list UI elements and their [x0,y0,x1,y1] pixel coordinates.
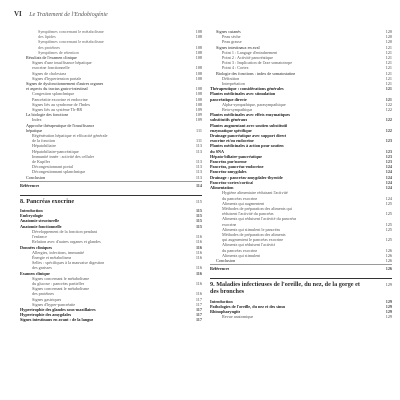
toc-entry-page: 109 [195,107,202,113]
toc-entry-page: 113 [195,164,202,170]
toc-entry-title: Symptômes concernant le métabolisme [38,29,104,34]
toc-entry-title: Approche thérapeutique de l'insuffisance [26,122,95,128]
toc-entry-title: Hypertrophie des glandes sous-maxillaires [20,306,96,312]
toc-entry-page: 117 [195,317,202,323]
toc-entry-title: Signes de dysfonctionnement d'autres organes [26,81,104,87]
toc-entry-title: des protéines [32,291,54,297]
toc-section-entry [210,264,392,271]
page-header [14,10,390,22]
toc-entry-title: Signes liés au syndrome de l'Index [32,101,91,107]
toc-entry-page: 121 [385,70,392,76]
toc-entry-title: 8. Pancréas exocrine [20,197,75,205]
toc-entry-page: 113 [195,174,202,180]
toc-entry-page: 129 [385,282,392,288]
toc-entry-title: Point 2 : Activité pancréatique [222,55,273,61]
toc-subsection-entry [210,314,392,319]
toc-entry-page: 116 [195,239,202,245]
toc-entry-page: 121 [385,49,392,55]
toc-entry-title: Aliments qui stimulent le pancréas [222,226,281,232]
toc-entry-title: Aliments qui augmentent [222,200,265,206]
toc-entry-page: 123 [385,138,392,144]
toc-entry-page: 125 [385,226,392,232]
toc-entry-page: 108 [195,96,202,102]
toc-entry-title: des graisses [32,265,52,271]
toc-entry-title: Définition [222,75,240,81]
toc-entry-title: Allergies, infections, immunité [32,249,85,255]
toc-entry-page: 124 [385,174,392,180]
toc-entry-page: 111 [196,138,202,144]
toc-entry-title: Thérapeutique : considérations générales [210,86,284,92]
toc-entry-title: du pancréas exocrine [222,195,258,201]
toc-entry-title: qui augmentent le pancréas exocrine [222,237,284,243]
toc-entry-page: 121 [385,75,392,81]
toc-entry-title: Références [210,265,230,271]
toc-entry-page: 108 [195,55,202,61]
toc-entry-title: Signes concernant le métabolisme [32,275,90,281]
toc-entry-page: 108 [195,34,202,40]
toc-entry-page: 129 [385,308,392,314]
toc-entry-title: Méthodes de préparation des aliments [222,231,286,237]
toc-entry-page: 121 [385,96,392,102]
toc-entry-page: 109 [195,117,202,123]
toc-left-column [20,29,202,323]
toc-entry-page: 121 [385,86,392,92]
toc-entry-page: 120 [385,39,392,45]
toc-entry-page: 113 [195,143,202,149]
toc-entry-page: 129 [385,298,392,304]
page-number: VI [14,10,22,18]
toc-entry-title: de Kupffer [32,159,51,165]
toc-entry-title: Alpha-sympathique, parasympathique [222,101,286,107]
toc-entry-title: Plantes médicinales avec stimulation [210,91,276,97]
toc-entry-page: 126 [385,265,392,271]
toc-entry-title: Signes liés au système Th-BR [32,107,83,113]
toc-entry-page: 114 [195,182,202,188]
toc-entry-page: 108 [195,65,202,71]
toc-entry-title: Pancréas-amygdales [210,169,247,175]
toc-entry-page: 125 [385,237,392,243]
toc-entry-page: 116 [195,265,202,271]
toc-entry-page: 108 [195,29,202,34]
toc-entry-title: Index [32,117,42,123]
toc-entry-page: 108 [195,49,202,55]
toc-entry-page: 116 [195,280,202,286]
toc-entry-title: Alimentation [210,185,234,191]
toc-entry-title: 9. Maladies infectieuses de l'oreille, du nez, de la gorge et des bronches [210,281,360,296]
toc-entry-title: Signes de cholestase [32,70,67,76]
toc-entry-page: 108 [195,70,202,76]
toc-entry-page: 117 [195,306,202,312]
toc-entry-title: Point 1 : Langage d'entraînement [222,49,278,55]
toc-entry-title: Pancréatite exocrine et endocrine [32,96,88,102]
toc-entry-page: 123 [385,148,392,154]
toc-entry-title: Hépatobiliaire [32,143,56,149]
toc-entry-title: réduisent l'activité du pancréas [222,211,274,217]
toc-entry-page: 116 [195,291,202,297]
toc-entry-title: Résultats de l'examen clinique [26,55,77,61]
toc-entry-page: 129 [385,314,392,320]
toc-entry-title: Rhinopharyngite [210,308,241,314]
toc-entry-page: 108 [195,44,202,50]
toc-entry-title: du glucose : pancréas partielles [32,280,85,286]
toc-entry-page: 108 [195,86,202,92]
toc-entry-title: et aspects du tractus gastro-intestinal [26,86,88,92]
toc-entry-page: 113 [195,159,202,165]
toc-entry-page: 123 [385,153,392,159]
toc-entry-title: Méthodes de préparation des aliments qui [222,205,292,211]
toc-entry-title: Signes intestinaux en aval [216,44,260,50]
toc-entry-title: Hépatobiliaire-pancréatique [32,148,79,154]
toc-entry-page: 108 [195,91,202,97]
toc-entry-page: 125 [385,221,392,227]
toc-entry-title: Biologie des fonctions : index de somatostatine [216,70,296,76]
toc-entry-page: 116 [195,244,202,250]
toc-entry-title: Conclusion [26,174,46,180]
toc-entry-title: Plantes médicinales à action pour soutien [210,143,284,149]
toc-entry-title: Drainage : pancréas-amygdales-thyroïde [210,174,283,180]
toc-entry-title: Selles : spécifiques à la mauvaise digestion [32,260,105,266]
toc-entry-title: Congestion splanchnique [32,91,75,97]
toc-entry-title: Drainage pancréatique avec support direct [210,133,287,139]
toc-entry-title: Signes concernant le métabolisme [32,286,90,292]
toc-entry-page: 126 [385,247,392,253]
toc-entry-title: Signes gastriques [32,296,62,302]
toc-entry-page: 115 [195,218,202,224]
toc-entry-title: exocrine [222,221,237,227]
toc-entry-title: Régénération hépatique et efficacité générale [32,133,108,139]
toc-entry-page: 116 [195,254,202,260]
toc-chapter-heading [210,278,392,295]
toc-entry-title: l'enfance [32,234,47,240]
toc-entry-page: 124 [385,164,392,170]
toc-right-column [210,29,392,319]
toc-entry-title: du SNA [210,148,225,154]
toc-entry-title: Pancréas-cortex/cortical [210,179,254,185]
toc-entry-title: Revue anatomique [222,314,254,320]
toc-entry-page: 116 [195,270,202,276]
toc-entry-page: 120 [385,29,392,34]
toc-entry-title: Introduction [20,208,43,214]
toc-entry-title: exocrine et/ou endocrine [210,138,254,144]
toc-entry-title: Hépato-biliaire-pancréatique [210,153,263,159]
toc-entry-title: pancréatique directe [210,96,247,102]
toc-entry-page: 117 [195,301,202,307]
toc-entry-title: Signes cutanés [216,29,241,34]
toc-subsection-entry [20,175,202,180]
toc-entry-title: Embryologie [20,213,44,219]
toc-entry-title: Développement de la fonction pendant [32,228,97,234]
toc-entry-page: 117 [195,312,202,318]
toc-entry-title: Relation avec d'autres organes et glandes [32,239,101,245]
toc-entry-page: 122 [385,107,392,113]
toc-entry-title: Signes d'hypertension portale [32,75,82,81]
toc-entry-title: Décongestionnant portal [32,164,74,170]
toc-entry-title: Conclusion [216,257,236,263]
toc-entry-page: 122 [385,117,392,123]
toc-entry-title: du pancréas exocrine [222,247,258,253]
toc-entry-title: Symptômes concernant le métabolisme [38,39,104,45]
toc-entry-page: 109 [195,112,202,118]
toc-entry-title: Anatomie structurelle [20,218,60,224]
toc-entry-title: Aliments qui réduisent l'activité du pancréas [222,216,297,222]
toc-entry-title: Peau grasse [222,39,242,45]
toc-entry-page: 122 [385,101,392,107]
toc-entry-page: 124 [385,185,392,191]
toc-entry-title: Examen clinique [20,270,50,276]
toc-entry-page: 126 [385,252,392,258]
toc-entry-page: 124 [385,179,392,185]
toc-entry-page: 121 [385,55,392,61]
toc-entry-title: Beta-sympathique [222,107,253,113]
toc-entry-title: Immunité innée : activité des cellules [32,153,95,159]
toc-entry-title: Hygiène alimentaire réduisant l'activité [222,190,288,196]
toc-entry-title: Signes d'hyper-pancréatie [32,301,76,307]
toc-entry-title: hépatique [26,127,43,133]
toc-entry-title: Aliments qui réduisent l'activité [222,242,276,248]
toc-entry-page: 116 [195,249,202,255]
toc-entry-title: Références [20,182,40,188]
toc-entry-title: Données cliniques [20,244,52,250]
toc-entry-page: 115 [195,223,202,229]
toc-entry-title: Pathologies de l'oreille, du nez et des sinus [210,303,286,309]
toc-entry-title: Peau sèche [222,34,241,40]
toc-entry-title: Pancréas, pancréas-endocrine [210,164,264,170]
toc-entry-page: 117 [195,296,202,302]
book-title: Le Traitement de l'Endobiogénie [29,12,108,18]
toc-entry-page: 121 [385,60,392,66]
toc-subsection-entry [210,258,392,263]
toc-entry-title: Décongestionnant splanchnique [32,169,86,175]
toc-entry-title: Introduction [210,298,233,304]
toc-entry-page: 115 [195,213,202,219]
toc-section-entry [20,181,202,188]
toc-entry-page: 121 [385,81,392,87]
toc-entry-page: 122 [385,127,392,133]
toc-entry-title: exocrine fonctionnelle [32,65,70,71]
toc-entry-page: 108 [195,75,202,81]
toc-entry-page: 125 [385,211,392,217]
toc-entry-title: Plantes médicinales avec effets enzymatiques [210,112,291,118]
toc-entry-page: 116 [195,234,202,240]
toc-entry-title: Signes d'une insuffisance hépatique [32,60,92,66]
toc-entry-page: 115 [195,208,202,214]
toc-entry-title: La biologie des fonctions [26,112,69,118]
toc-section-entry [20,317,202,322]
toc-entry-title: Point 3 : Implication de l'axe somatotrope [222,60,293,66]
toc-entry-page: 120 [385,34,392,40]
toc-entry-title: enzymatique spécifique [210,127,252,133]
toc-entry-page: 126 [385,257,392,263]
toc-entry-page: 124 [385,169,392,175]
toc-entry-title: Énergie et métabolisme [32,254,72,260]
toc-entry-title: Hypertrophie des amygdales [20,312,72,318]
toc-entry-page: 121 [385,44,392,50]
toc-entry-page: 121 [385,65,392,71]
toc-entry-title: Anatomie fonctionnelle [20,223,62,229]
toc-entry-title: des lipides [38,34,56,40]
toc-entry-page: 111 [196,127,202,133]
toc-entry-title: de la fonction [32,138,56,144]
toc-entry-page: 113 [195,169,202,175]
toc-entry-title: Aliments qui stimulent [222,252,261,258]
toc-entry-page: 113 [195,148,202,154]
toc-entry-title: Plantes augmentant avec soutien substitutif [210,122,288,128]
toc-chapter-heading [20,195,202,205]
toc-entry-page: 125 [385,200,392,206]
toc-entry-title: Symptômes de rétention [38,49,79,55]
toc-entry-title: Signes intestinaux en avant : de la langue [20,317,94,323]
toc-entry-title: Interprétation [222,81,245,87]
toc-entry-title: substitutifs généraux [210,117,248,123]
toc-entry-title: des protéines [38,44,60,50]
toc-entry-title: Point 4 : Cortex [222,65,249,71]
toc-entry-page: 115 [195,198,202,204]
toc-entry-page: 123 [385,159,392,165]
toc-entry-page: 124 [385,195,392,201]
toc-entry-title: Pancréas pur/norme [210,159,247,165]
toc-entry-page: 108 [195,101,202,107]
toc-entry-page: 129 [385,303,392,309]
